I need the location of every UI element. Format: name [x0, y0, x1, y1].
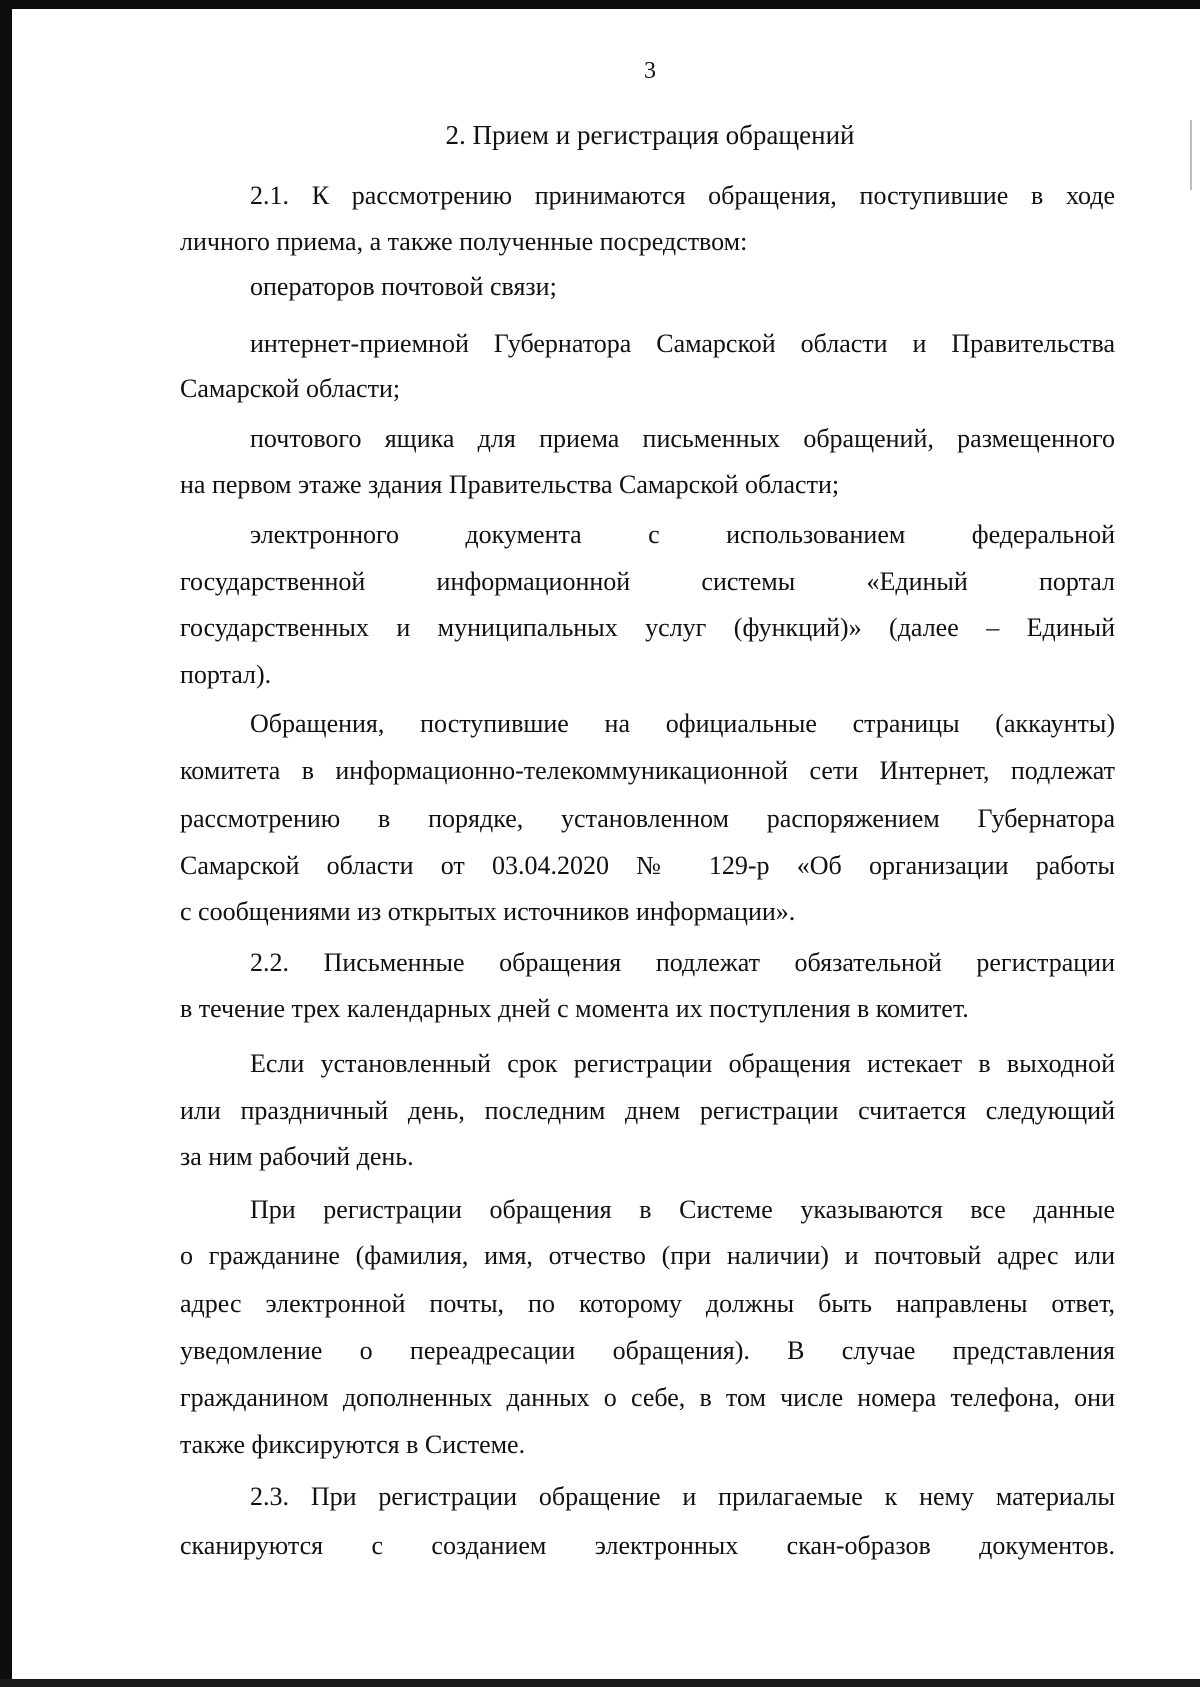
text-line: с сообщениями из открытых источников информации». [180, 897, 796, 926]
text-line: государственной информационной системы «Единый портал [180, 567, 1115, 596]
page-number: 3 [644, 58, 656, 84]
text-line: комитета в информационно-телекоммуникационной сети Интернет, подлежат [180, 756, 1115, 785]
text-line: почтового ящика для приема письменных обращений, размещенного [250, 424, 1115, 453]
text-line: портал). [180, 660, 272, 689]
text-line: личного приема, а также полученные посредством: [180, 227, 748, 256]
text-line: сканируются с созданием электронных скан-образов документов. [180, 1531, 1115, 1560]
scan-edge-left [0, 0, 12, 1687]
text-line: При регистрации обращения в Системе указываются все данные [250, 1195, 1115, 1224]
text-line: государственных и муниципальных услуг (функций)» (далее – Единый [180, 613, 1115, 642]
text-line: адрес электронной почты, по которому должны быть направлены ответ, [180, 1289, 1115, 1318]
text-line: 2.3. При регистрации обращение и прилагаемые к нему материалы [250, 1482, 1115, 1511]
text-line: электронного документа с использованием федеральной [250, 520, 1115, 549]
scan-edge-bottom [0, 1679, 1200, 1687]
text-line: или праздничный день, последним днем регистрации считается следующий [180, 1096, 1115, 1125]
text-line: Самарской области; [180, 374, 401, 403]
text-line: 2.1. К рассмотрению принимаются обращения, поступившие в ходе [250, 181, 1115, 210]
text-line: рассмотрению в порядке, установленном распоряжением Губернатора [180, 804, 1115, 833]
text-line: уведомление о переадресации обращения). В случае представления [180, 1336, 1115, 1365]
scan-edge-top [0, 0, 1200, 9]
text-line: на первом этаже здания Правительства Самарской области; [180, 470, 840, 499]
text-line: Самарской области от 03.04.2020 № 129-р «Об организации работы [180, 851, 1115, 880]
section-title: 2. Прием и регистрация обращений [445, 120, 855, 150]
text-line: о гражданине (фамилия, имя, отчество (при наличии) и почтовый адрес или [180, 1241, 1115, 1270]
text-line: 2.2. Письменные обращения подлежат обязательной регистрации [250, 948, 1115, 977]
text-line: Если установленный срок регистрации обращения истекает в выходной [250, 1049, 1115, 1078]
text-line: за ним рабочий день. [180, 1142, 414, 1171]
text-line: Обращения, поступившие на официальные страницы (аккаунты) [250, 709, 1115, 738]
text-line: гражданином дополненных данных о себе, в том числе номера телефона, они [180, 1383, 1115, 1412]
text-line: также фиксируются в Системе. [180, 1430, 526, 1459]
text-line: в течение трех календарных дней с момента их поступления в комитет. [180, 994, 969, 1023]
text-line: операторов почтовой связи; [250, 272, 557, 301]
text-line: интернет-приемной Губернатора Самарской области и Правительства [250, 329, 1115, 358]
